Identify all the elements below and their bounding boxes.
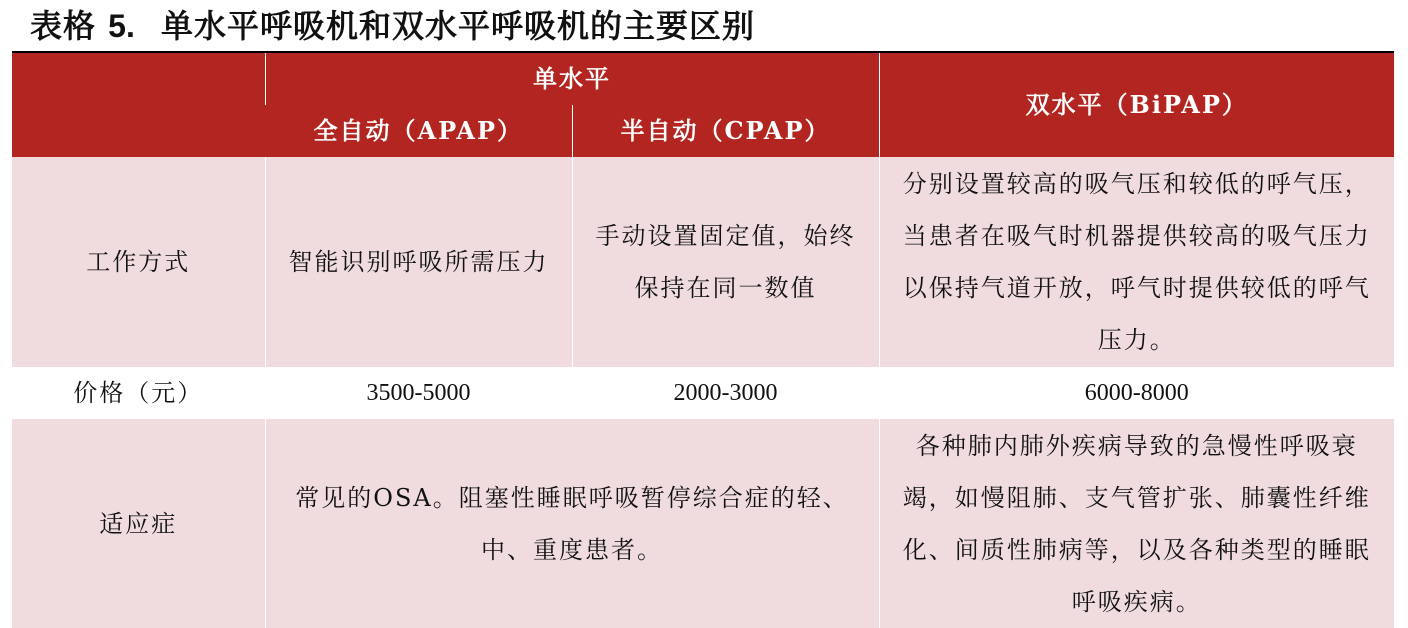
table-row	[12, 157, 1394, 367]
cell-bipap: 6000-8000	[879, 367, 1394, 419]
cell-cpap: 手动设置固定值，始终保持在同一数值	[572, 157, 879, 367]
header-cpap-label: 半自动（CPAP）	[620, 116, 831, 145]
row-label: 价格（元）	[12, 367, 265, 419]
row-label: 适应症	[12, 419, 265, 628]
table-title-text: 单水平呼吸机和双水平呼吸机的主要区别	[160, 7, 755, 45]
cell-single-level: 常见的OSA。阻塞性睡眠呼吸暂停综合症的轻、中、重度患者。	[265, 419, 879, 628]
row-label: 工作方式	[12, 157, 265, 367]
header-bipap	[879, 53, 1394, 157]
header-single-level	[265, 53, 879, 105]
table-row	[12, 419, 1394, 628]
cell-cpap: 2000-3000	[572, 367, 879, 419]
header-bipap-label: 双水平（BiPAP）	[1025, 90, 1248, 119]
table-title-number: 5.	[108, 8, 135, 44]
table-row	[12, 367, 1394, 419]
header-row	[12, 53, 1394, 105]
header-corner-cell	[12, 53, 265, 157]
header-cpap	[572, 105, 879, 157]
cell-apap: 3500-5000	[265, 367, 572, 419]
cell-bipap: 各种肺内肺外疾病导致的急慢性呼吸衰竭，如慢阻肺、支气管扩张、肺囊性纤维化、间质性肺病等，以及各种类型的睡眠呼吸疾病。	[879, 419, 1394, 628]
header-single-level-label: 单水平	[533, 64, 611, 93]
cell-bipap: 分别设置较高的吸气压和较低的呼气压，当患者在吸气时机器提供较高的吸气压力以保持气道开放，呼气时提供较低的呼气压力。	[879, 157, 1394, 367]
table-title-prefix: 表格	[30, 7, 97, 45]
comparison-table	[12, 53, 1394, 628]
cell-apap: 智能识别呼吸所需压力	[265, 157, 572, 367]
table-title	[30, 6, 755, 46]
header-apap	[265, 105, 572, 157]
header-apap-label: 全自动（APAP）	[313, 116, 524, 145]
